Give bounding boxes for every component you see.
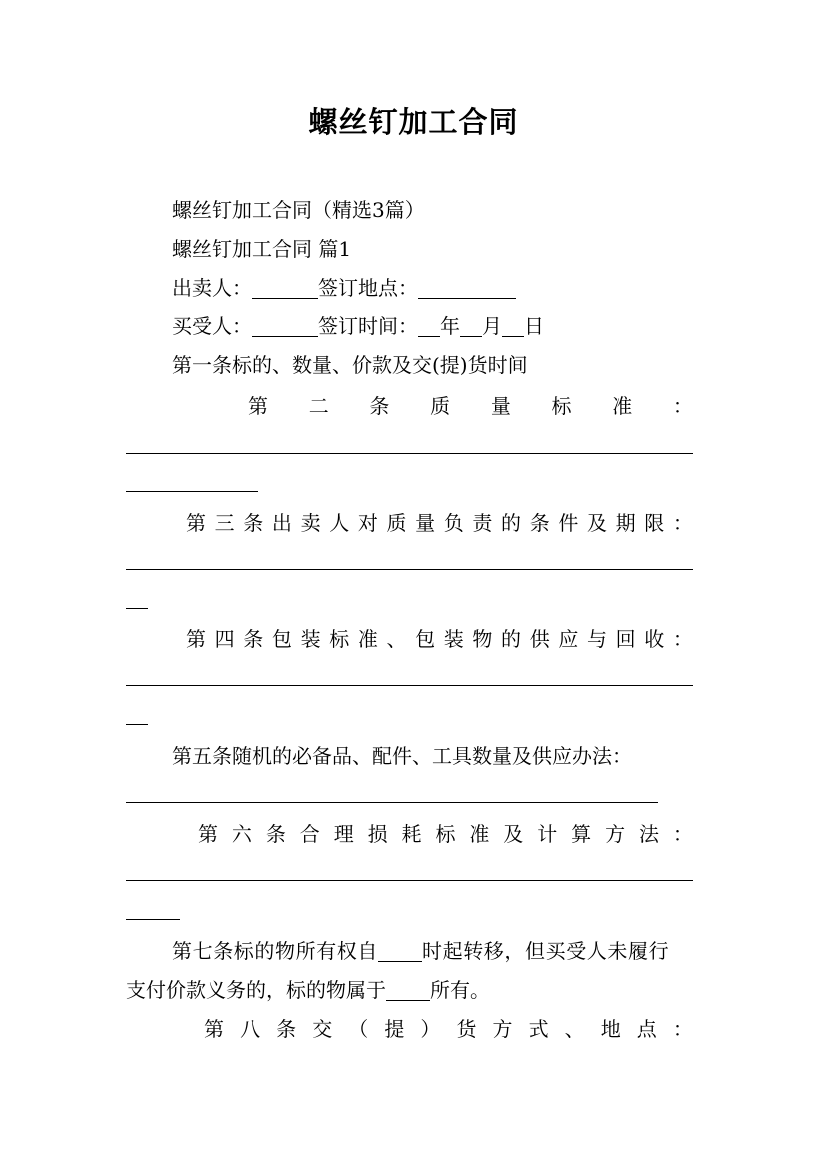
article-4-char: 装 (300, 627, 321, 651)
article-3-char: 条 (529, 511, 550, 535)
article-4-char: 的 (501, 627, 522, 651)
article-8-char: 交 (312, 1017, 333, 1041)
article-3-blank-line-1 (126, 569, 693, 570)
article-3-char: 条 (243, 511, 264, 535)
article-8-char: ） (420, 1017, 441, 1041)
article-6-char: 准 (469, 822, 490, 846)
article-2-char: 质 (430, 394, 451, 418)
article-6-char: 条 (265, 822, 286, 846)
article-4-char: 条 (243, 627, 264, 651)
article-2-blank-line-2 (126, 491, 258, 492)
part-title: 螺丝钉加工合同 篇1 (172, 237, 352, 261)
article-4-char: 收 (644, 627, 665, 651)
month-blank (460, 316, 482, 337)
document-title: 螺丝钉加工合同 (308, 105, 519, 139)
day-blank (502, 316, 524, 337)
article-6-heading (198, 819, 693, 849)
article-4-char: 第 (186, 627, 206, 651)
article-2-char: 标 (551, 394, 572, 418)
article-4-char: 四 (214, 627, 235, 651)
article-3-char: 的 (501, 511, 522, 535)
article-2-char: 条 (369, 394, 390, 418)
article-4-char: 装 (443, 627, 464, 651)
article-2-char: 第 (248, 394, 268, 418)
article-6-blank-line-2 (126, 919, 180, 920)
year-label: 年 (440, 314, 460, 338)
article-3-char: 出 (271, 511, 292, 535)
article-3-char: 人 (329, 511, 350, 535)
article-8-char: 方 (492, 1017, 513, 1041)
article-4-char: 包 (271, 627, 292, 651)
document-subtitle: 螺丝钉加工合同（精选3篇） (172, 198, 425, 222)
article-6-char: 耗 (401, 822, 422, 846)
article-4-char: 物 (472, 627, 493, 651)
article-3-char: 责 (472, 511, 493, 535)
sign-place-label: 签订地点： (318, 276, 418, 300)
article-7-line-2-part-2: 所有。 (430, 978, 490, 1002)
article-8-char: 条 (276, 1017, 297, 1041)
article-4-char: 回 (615, 627, 636, 651)
buyer-blank (252, 316, 318, 337)
article-4-char: 、 (386, 627, 407, 651)
article-4-heading (186, 624, 693, 654)
article-2-blank-line-1 (126, 453, 693, 454)
article-8-char: 八 (240, 1017, 261, 1041)
article-3-blank-line-2 (126, 608, 148, 609)
article-8-heading (204, 1014, 693, 1044)
article-8-char: 货 (456, 1017, 477, 1041)
article-8-char: （ (348, 1017, 369, 1041)
article-6-char: 标 (435, 822, 456, 846)
article-8-char: ： (672, 1017, 693, 1041)
article-3-char: 限 (644, 511, 665, 535)
owner-blank (386, 980, 430, 1001)
article-6-char: 合 (299, 822, 320, 846)
article-6-char: 理 (333, 822, 354, 846)
article-2-heading (248, 391, 693, 421)
article-3-char: 量 (415, 511, 436, 535)
article-2-char: 量 (490, 394, 511, 418)
article-7-line-1 (172, 936, 693, 966)
article-4-blank-line-1 (126, 685, 693, 686)
article-7-line-2-part-1: 支付价款义务的，标的物属于 (126, 978, 386, 1002)
sign-place-blank (418, 278, 516, 299)
article-3-char: 第 (186, 511, 206, 535)
article-5-blank-line (126, 802, 658, 803)
article-6-char: 六 (231, 822, 252, 846)
article-4-blank-line-2 (126, 724, 148, 725)
article-3-char: 件 (558, 511, 579, 535)
month-label: 月 (482, 314, 502, 338)
article-3-char: 卖 (300, 511, 321, 535)
article-6-char: 损 (367, 822, 388, 846)
article-8-char: 地 (600, 1017, 621, 1041)
year-blank (418, 316, 440, 337)
article-7-part-2: 时起转移，但买受人未履行 (422, 939, 670, 963)
ownership-time-blank (378, 941, 422, 962)
article-6-char: ： (672, 822, 693, 846)
article-6-char: 算 (571, 822, 592, 846)
article-3-char: 负 (443, 511, 464, 535)
buyer-label: 买受人： (172, 314, 252, 338)
article-8-char: 点 (636, 1017, 657, 1041)
article-8-char: 提 (384, 1017, 405, 1041)
article-6-blank-line-1 (126, 880, 693, 881)
article-2-char: 二 (308, 394, 329, 418)
article-4-char: ： (672, 627, 693, 651)
article-4-char: 包 (415, 627, 436, 651)
day-label: 日 (524, 314, 544, 338)
seller-blank (252, 278, 318, 299)
buyer-line (172, 311, 693, 341)
article-8-char: 、 (564, 1017, 585, 1041)
article-7-line-2 (126, 975, 693, 1005)
article-3-char: 期 (615, 511, 636, 535)
article-4-char: 供 (529, 627, 550, 651)
article-6-char: 计 (537, 822, 558, 846)
seller-line (172, 273, 693, 303)
article-3-char: ： (672, 511, 693, 535)
article-5: 第五条随机的必备品、配件、工具数量及供应办法： (172, 744, 632, 768)
article-8-char: 式 (528, 1017, 549, 1041)
article-4-char: 应 (558, 627, 579, 651)
article-2-char: ： (672, 394, 693, 418)
article-6-char: 第 (198, 822, 218, 846)
article-3-char: 质 (386, 511, 407, 535)
article-8-char: 第 (204, 1017, 224, 1041)
article-4-char: 准 (357, 627, 378, 651)
article-6-char: 及 (503, 822, 524, 846)
article-3-char: 及 (586, 511, 607, 535)
article-3-heading (186, 508, 693, 538)
article-4-char: 标 (329, 627, 350, 651)
article-2-char: 准 (612, 394, 633, 418)
article-1: 第一条标的、数量、价款及交(提)货时间 (172, 353, 528, 377)
article-6-char: 方 (605, 822, 626, 846)
article-3-char: 三 (214, 511, 235, 535)
article-4-char: 与 (586, 627, 607, 651)
article-6-char: 法 (638, 822, 659, 846)
sign-time-label: 签订时间： (318, 314, 418, 338)
article-3-char: 对 (357, 511, 378, 535)
article-7-part-1: 第七条标的物所有权自 (172, 939, 378, 963)
seller-label: 出卖人： (172, 276, 252, 300)
